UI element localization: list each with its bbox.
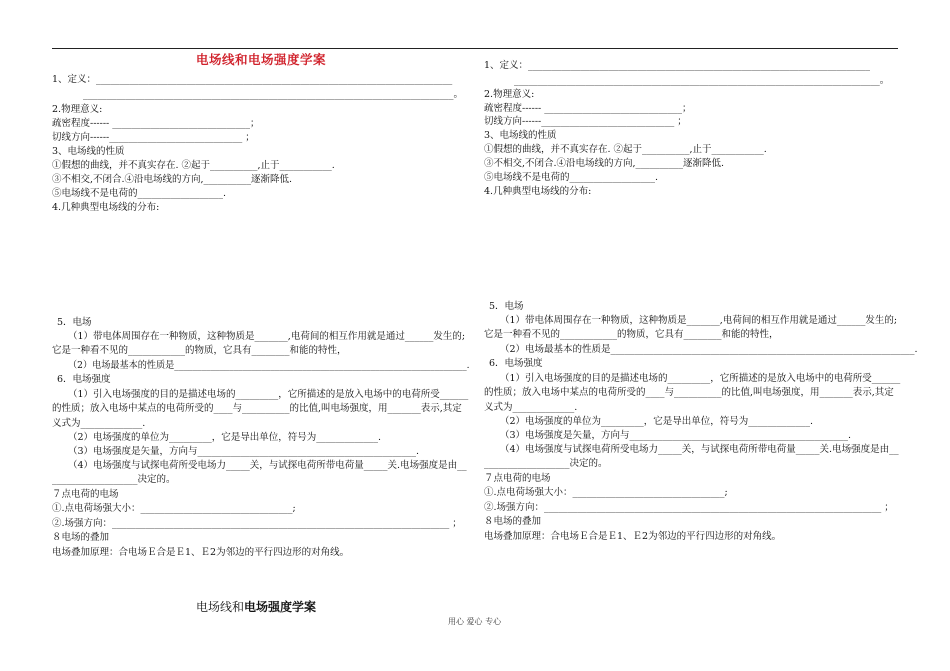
section-5-line-2: 它是一种看不见的____________的物质，它具有________和能的特性， (484, 329, 779, 340)
property-3-4: ③不相交,不闭合.④沿电场线的方向,__________逐渐降低. (52, 174, 293, 185)
section-8-line-1: 电场叠加原理：合电场Ｅ合是Ｅ1、Ｅ2为邻边的平行四边形的对角线。 (484, 531, 782, 542)
section-5-line-3: （2）电场最基本的性质是________________________________________________________________. (500, 344, 918, 355)
section-7-line-1: ①.点电荷场强大小：________________________________; (484, 487, 728, 498)
definition-line-1: 1、定义：___________________________________________________________________________ (52, 74, 453, 85)
page-title: 电场线和电场强度学案 (196, 52, 327, 67)
property-5: ⑤电场线不是电荷的__________________. (484, 172, 659, 183)
section-6-line-7: __________________决定的。 (484, 458, 608, 469)
section-8-heading: ８电场的叠加 (484, 516, 542, 527)
section-7-line-1: ①.点电荷场强大小：________________________________; (52, 503, 296, 514)
section-6-line-2: 的性质；放入电场中某点的电荷所受的____与__________的比值,叫电场强度，用_______表示,其定 (484, 387, 894, 398)
bottom-title-plain: 电场线和 (196, 600, 245, 614)
top-rule (52, 48, 898, 49)
section-6-line-4: （2）电场强度的单位为_________，它是导出单位，符号为_____________. (500, 416, 814, 427)
density-line: 疏密程度------ _____________________________； (484, 103, 692, 114)
section-6-line-1: （1）引入电场强度的目的是描述电场的_________，它所描述的是放入电场中的电荷所受______ (500, 373, 901, 384)
property-3-4: ③不相交,不闭合.④沿电场线的方向,__________逐渐降低. (484, 158, 725, 169)
section-7-line-2: ②.场强方向：_______________________________________________________________________ ； (52, 518, 462, 529)
section-7-heading: ７点电荷的电场 (484, 473, 551, 484)
section-6-line-5: （3）电场强度是矢量，方向与______________________________________________. (500, 430, 852, 441)
section-6-line-7: __________________决定的。 (52, 474, 176, 485)
physical-meaning: 2.物理意义: (52, 104, 103, 115)
section-6-line-4: （2）电场强度的单位为_________，它是导出单位，符号为_____________. (68, 432, 382, 443)
properties-heading: 3、电场线的性质 (484, 130, 557, 141)
section-6-heading: 6．电场强度 (489, 358, 543, 369)
property-1-2: ①假想的曲线，并不真实存在. ②起于__________,止于___________. (484, 144, 767, 155)
distribution-heading: 4.几种典型电场线的分布: (52, 202, 160, 213)
density-line: 疏密程度------ _____________________________； (52, 118, 260, 129)
section-5-line-1: （1）带电体周围存在一种物质，这种物质是_______,电荷间的相互作用就是通过______发生的; (68, 331, 466, 342)
section-6-line-6: （4）电场强度与试探电荷所受电场力_____关，与试探电荷所带电荷量_____关.电场强度是由__ (68, 460, 467, 471)
section-6-heading: 6．电场强度 (57, 374, 111, 385)
section-8-line-1: 电场叠加原理：合电场Ｅ合是Ｅ1、Ｅ2为邻边的平行四边形的对角线。 (52, 547, 350, 558)
definition-line-2: _____________________________________________________________________________。 (514, 75, 890, 86)
tangent-line: 切线方向------____________________________ ； (484, 116, 687, 127)
bottom-title-bold: 电场强度学案 (244, 600, 317, 614)
section-5-line-2: 它是一种看不见的____________的物质，它具有________和能的特性， (52, 345, 347, 356)
section-6-line-1: （1）引入电场强度的目的是描述电场的_________，它所描述的是放入电场中的电荷所受______ (68, 389, 469, 400)
property-1-2: ①假想的曲线，并不真实存在. ②起于__________,止于___________. (52, 160, 335, 171)
definition-line-1: 1、定义：________________________________________________________________________ (484, 60, 871, 71)
section-7-line-2: ②.场强方向：_______________________________________________________________________ ； (484, 502, 894, 513)
section-6-line-6: （4）电场强度与试探电荷所受电场力_____关，与试探电荷所带电荷量_____关.电场强度是由__ (500, 444, 899, 455)
section-5-heading: 5．电场 (489, 301, 524, 312)
section-5-heading: 5．电场 (57, 317, 92, 328)
bottom-title (196, 601, 316, 613)
physical-meaning: 2.物理意义: (484, 89, 535, 100)
section-6-line-5: （3）电场强度是矢量，方向与______________________________________________. (68, 446, 420, 457)
page-footer: 用心 爱心 专心 (448, 617, 502, 626)
section-7-heading: ７点电荷的电场 (52, 489, 119, 500)
definition-line-2: ______________________________________________________________________________。 (83, 89, 464, 100)
distribution-heading: 4.几种典型电场线的分布: (484, 186, 592, 197)
tangent-line: 切线方向------____________________________ ； (52, 132, 255, 143)
section-6-line-3: 义式为_____________. (484, 402, 578, 413)
property-5: ⑤电场线不是电荷的__________________. (52, 188, 227, 199)
properties-heading: 3、电场线的性质 (52, 146, 125, 157)
section-6-line-3: 义式为_____________. (52, 418, 146, 429)
section-6-line-2: 的性质；放入电场中某点的电荷所受的____与__________的比值,叫电场强度，用_______表示,其定 (52, 403, 462, 414)
section-5-line-3: （2）电场最基本的性质是________________________________________________________________. (68, 360, 470, 371)
section-8-heading: ８电场的叠加 (52, 532, 110, 543)
section-5-line-1: （1）带电体周围存在一种物质，这种物质是_______,电荷间的相互作用就是通过______发生的; (500, 315, 898, 326)
